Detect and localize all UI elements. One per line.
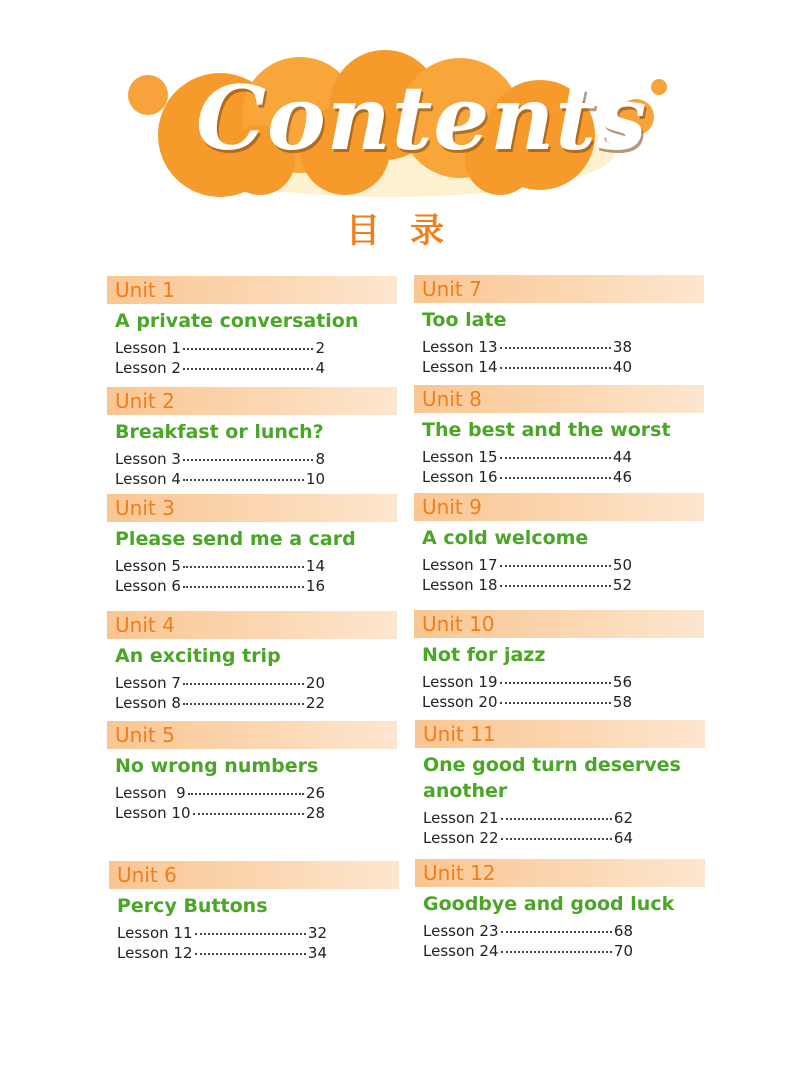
lesson-row[interactable] <box>115 338 325 358</box>
header <box>0 0 790 260</box>
lesson-row[interactable] <box>423 941 633 961</box>
lesson-name: Lesson 11 <box>117 924 193 942</box>
unit-label: Unit 7 <box>414 275 704 303</box>
lesson-name: Lesson 17 <box>422 556 498 574</box>
unit-label: Unit 10 <box>414 610 704 638</box>
leader-dots <box>195 933 306 935</box>
lesson-name: Lesson 9 <box>115 784 186 802</box>
lesson-name: Lesson 14 <box>422 358 498 376</box>
page-number: 16 <box>305 577 325 595</box>
lesson-name: Lesson 20 <box>422 693 498 711</box>
leader-dots <box>501 818 612 820</box>
page-subtitle: 目录 <box>346 211 474 251</box>
lesson-row[interactable] <box>422 467 632 487</box>
unit-label: Unit 11 <box>415 720 705 748</box>
page-number: 20 <box>305 674 325 692</box>
lesson-row[interactable] <box>115 449 325 469</box>
leader-dots <box>501 931 612 933</box>
unit-block <box>414 493 704 595</box>
lesson-row[interactable] <box>423 828 633 848</box>
page-number: 56 <box>612 673 632 691</box>
page-number: 68 <box>613 922 633 940</box>
unit-block <box>107 494 397 596</box>
lesson-row[interactable] <box>423 808 633 828</box>
leader-dots <box>183 348 314 350</box>
unit-title: Please send me a card <box>115 528 356 550</box>
unit-block <box>107 276 397 378</box>
page-number: 62 <box>613 809 633 827</box>
leader-dots <box>183 586 304 588</box>
lesson-name: Lesson 21 <box>423 809 499 827</box>
lesson-row[interactable] <box>422 575 632 595</box>
unit-block <box>415 859 705 961</box>
lesson-row[interactable] <box>115 803 325 823</box>
page-number: 2 <box>315 339 325 357</box>
leader-dots <box>183 368 314 370</box>
lesson-name: Lesson 2 <box>115 359 181 377</box>
page-number: 22 <box>305 694 325 712</box>
unit-block <box>107 721 397 823</box>
leader-dots <box>183 459 314 461</box>
lesson-name: Lesson 3 <box>115 450 181 468</box>
unit-title: A cold welcome <box>422 527 589 549</box>
page-number: 52 <box>612 576 632 594</box>
page-number: 28 <box>305 804 325 822</box>
unit-title: The best and the worst <box>422 419 671 441</box>
lesson-row[interactable] <box>422 447 632 467</box>
unit-block <box>414 610 704 712</box>
lesson-name: Lesson 5 <box>115 557 181 575</box>
leader-dots <box>500 477 611 479</box>
lesson-row[interactable] <box>422 337 632 357</box>
unit-title: Percy Buttons <box>117 895 268 917</box>
page-number: 46 <box>612 468 632 486</box>
leader-dots <box>501 951 612 953</box>
lesson-row[interactable] <box>423 921 633 941</box>
leader-dots <box>500 347 611 349</box>
leader-dots <box>195 953 306 955</box>
unit-block <box>107 611 397 713</box>
unit-title: Not for jazz <box>422 644 546 666</box>
lesson-row[interactable] <box>115 673 325 693</box>
lesson-row[interactable] <box>115 469 325 489</box>
leader-dots <box>188 793 304 795</box>
unit-title: Too late <box>422 309 507 331</box>
leader-dots <box>183 703 304 705</box>
unit-label: Unit 5 <box>107 721 397 749</box>
lesson-name: Lesson 19 <box>422 673 498 691</box>
leader-dots <box>500 565 611 567</box>
unit-block <box>414 275 704 377</box>
leader-dots <box>500 367 611 369</box>
lesson-name: Lesson 22 <box>423 829 499 847</box>
lesson-row[interactable] <box>115 556 325 576</box>
unit-label: Unit 9 <box>414 493 704 521</box>
unit-title: One good turn deserves another <box>423 754 681 802</box>
page-number: 44 <box>612 448 632 466</box>
lesson-row[interactable] <box>422 555 632 575</box>
unit-label: Unit 8 <box>414 385 704 413</box>
lesson-name: Lesson 1 <box>115 339 181 357</box>
unit-block <box>107 387 397 489</box>
lesson-row[interactable] <box>422 672 632 692</box>
page-number: 4 <box>315 359 325 377</box>
leader-dots <box>183 566 304 568</box>
lesson-row[interactable] <box>115 576 325 596</box>
page-number: 38 <box>612 338 632 356</box>
lesson-name: Lesson 24 <box>423 942 499 960</box>
lesson-name: Lesson 16 <box>422 468 498 486</box>
page-number: 64 <box>613 829 633 847</box>
unit-title: A private conversation <box>115 310 359 332</box>
lesson-name: Lesson 4 <box>115 470 181 488</box>
leader-dots <box>193 813 304 815</box>
unit-label: Unit 6 <box>109 861 399 889</box>
page-number: 32 <box>307 924 327 942</box>
lesson-name: Lesson 12 <box>117 944 193 962</box>
leader-dots <box>500 585 611 587</box>
lesson-row[interactable] <box>117 923 327 943</box>
page-number: 40 <box>612 358 632 376</box>
lesson-name: Lesson 13 <box>422 338 498 356</box>
lesson-row[interactable] <box>115 358 325 378</box>
unit-title: An exciting trip <box>115 645 281 667</box>
lesson-row[interactable] <box>422 692 632 712</box>
page-number: 70 <box>613 942 633 960</box>
unit-label: Unit 2 <box>107 387 397 415</box>
leader-dots <box>500 682 611 684</box>
page-number: 10 <box>305 470 325 488</box>
page-number: 14 <box>305 557 325 575</box>
page-number: 34 <box>307 944 327 962</box>
lesson-row[interactable] <box>422 357 632 377</box>
unit-label: Unit 12 <box>415 859 705 887</box>
page-number: 58 <box>612 693 632 711</box>
leader-dots <box>183 479 304 481</box>
lesson-name: Lesson 8 <box>115 694 181 712</box>
unit-title: Breakfast or lunch? <box>115 421 324 443</box>
lesson-name: Lesson 23 <box>423 922 499 940</box>
unit-block <box>414 385 704 487</box>
lesson-name: Lesson 7 <box>115 674 181 692</box>
page-number: 26 <box>305 784 325 802</box>
unit-title: Goodbye and good luck <box>423 893 675 915</box>
unit-label: Unit 4 <box>107 611 397 639</box>
leader-dots <box>500 457 611 459</box>
page-title: Contents <box>196 66 648 170</box>
lesson-row[interactable] <box>115 693 325 713</box>
page-number: 50 <box>612 556 632 574</box>
page-number: 8 <box>315 450 325 468</box>
lesson-name: Lesson 15 <box>422 448 498 466</box>
lesson-row[interactable] <box>115 783 325 803</box>
lesson-row[interactable] <box>117 943 327 963</box>
leader-dots <box>500 702 611 704</box>
unit-label: Unit 1 <box>107 276 397 304</box>
lesson-name: Lesson 6 <box>115 577 181 595</box>
unit-title: No wrong numbers <box>115 755 319 777</box>
lesson-name: Lesson 18 <box>422 576 498 594</box>
unit-label: Unit 3 <box>107 494 397 522</box>
leader-dots <box>183 683 304 685</box>
lesson-name: Lesson 10 <box>115 804 191 822</box>
unit-block <box>109 861 399 963</box>
leader-dots <box>501 838 612 840</box>
unit-block <box>415 720 705 848</box>
